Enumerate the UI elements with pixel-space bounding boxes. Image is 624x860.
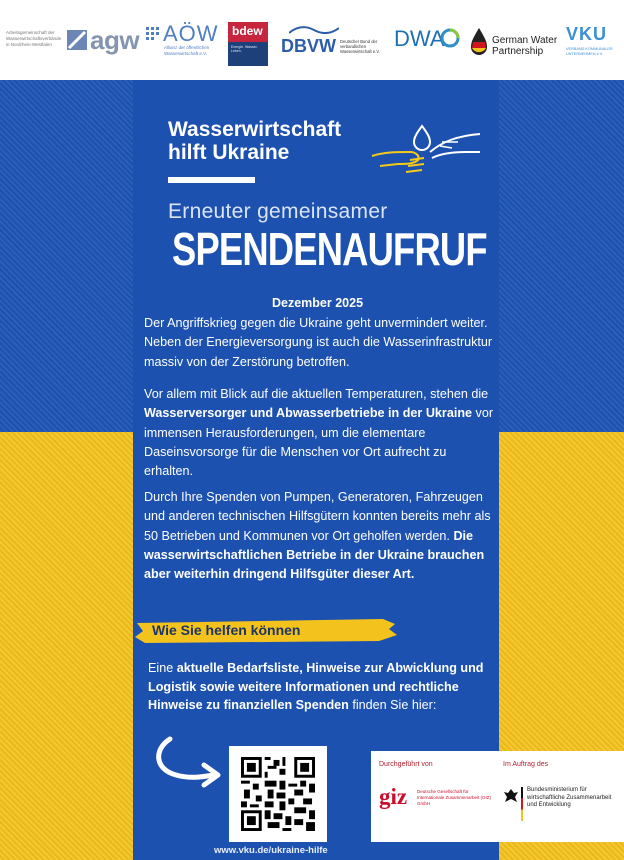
subtitle: Erneuter gemeinsamer [168,200,388,223]
help-heading: Wie Sie helfen können [152,622,301,638]
german-flag-bar [521,787,523,821]
implementation-partners-card [371,751,624,842]
agw-mark-icon [66,29,88,51]
vku-logo: VKU VERBAND KOMMUNALER UNTERNEHMEN e.V. [566,24,613,56]
giz-text: Deutsche Gesellschaft für Internationale Zusammenarbeit (GIZ) GmbH [417,789,492,806]
qr-code-graphic [241,757,315,831]
qr-code[interactable] [229,746,327,842]
hands-water-icon [370,112,486,182]
dbvw-wave-icon [289,26,339,34]
dwa-logo: DWA [394,26,464,56]
curved-arrow-icon [150,735,226,793]
header-line-2: hilft Ukraine [168,141,290,164]
agw-small-text: Arbeitsgemeinschaft der Wasserwirtschaftsverbände in Nordrhein-Westfalen [6,30,62,47]
aoew-dots-icon [146,27,160,41]
header-divider [168,177,255,183]
dwa-ring-icon [440,28,460,48]
executed-by-label: Durchgeführt von [379,761,433,768]
paragraph-4: Eine aktuelle Bedarfsliste, Hinweise zur Abwicklung und Logistik sowie weitere Informationen und rechtliche Hinweise zu finanziellen Spenden finden Sie hier: [148,661,484,712]
german-eagle-icon [503,787,519,805]
giz-logo: giz [379,784,408,809]
partner-logo-bar: Arbeitsgemeinschaft der Wasserwirtschaftsverbände in Nordrhein-Westfalen agw AÖW Allianz der öffentlichen Wasserwirtschaft e.V. bdew Energie. Wasser. Leben. DBVW Deutscher Bund der verbandlichen Wasserwirtschaft e.V. DWA German Water Partnership VKU VERBAND KOMMUNALER UNTERNEHMEN e.V. [0,0,624,80]
paragraph-1: Der Angriffskrieg gegen die Ukraine geht unvermindert weiter. Neben der Energieversorgung ist auch die Wasserinfrastruktur massiv von der Zerstörung betroffen. [144,316,493,369]
bdew-logo: bdew Energie. Wasser. Leben. [228,22,268,66]
bmz-text: Bundesministerium für wirtschaftliche Zusammenarbeit und Entwicklung [527,787,612,808]
on-behalf-label: Im Auftrag des [503,761,549,768]
date: Dezember 2025 [272,296,364,310]
main-title: SPENDENAUFRUF [172,223,487,275]
dbvw-logo: DBVW Deutscher Bund der verbandlichen Wasserwirtschaft e.V. [281,28,389,62]
paragraph-2: Vor allem mit Blick auf die aktuellen Temperaturen, stehen die Wasserversorger und Abwasserbetriebe in der Ukraine vor immensen Herausforderungen, um die elementare Daseinsvorsorge für die Menschen vor Ort aufrecht zu erhalten. [144,387,494,479]
gwp-logo: German Water Partnership [470,26,562,60]
paragraph-3: Durch Ihre Spenden von Pumpen, Generatoren, Fahrzeugen und anderen technischen Hilfsgütern konnten bereits mehr als 50 Betrieben und Kommunen vor Ort geholfen werden. Die wasserwirtschaftlichen Betriebe in der Ukraine brauchen aber weiterhin dringend Hilfsgüter dieser Art. [144,490,491,582]
url-link[interactable]: www.vku.de/ukraine-hilfe [214,845,328,856]
gwp-drop-icon [470,28,488,56]
aoew-logo: AÖW Allianz der öffentlichen Wasserwirtschaft e.V. [146,24,224,60]
header-line-1: Wasserwirtschaft [168,118,342,141]
